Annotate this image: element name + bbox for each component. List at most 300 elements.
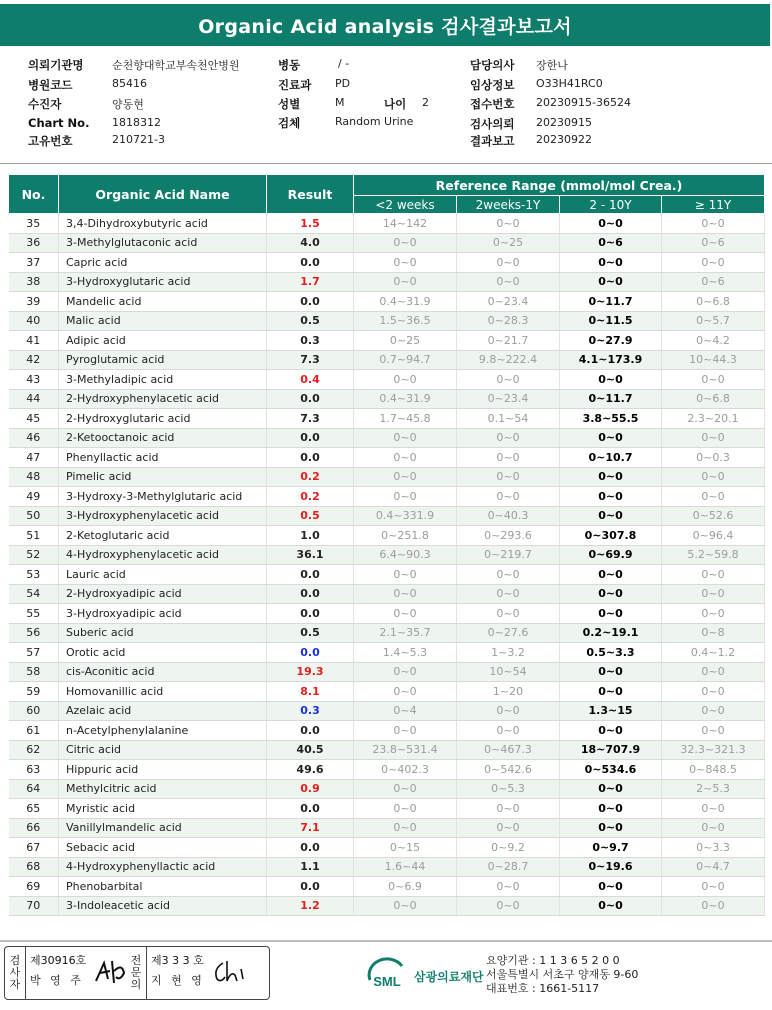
row-range-lt2w: 0~0 <box>354 487 457 507</box>
row-range-2-10y: 0~0 <box>560 272 662 292</box>
row-range-2w-1y: 0~0 <box>457 487 560 507</box>
row-range-lt2w: 0~0 <box>354 682 457 702</box>
table-row <box>9 682 765 702</box>
row-result: 0.3 <box>267 701 354 721</box>
row-range-ge11y: 0~0 <box>662 428 765 448</box>
row-no: 41 <box>9 331 59 351</box>
institution-label: 의뢰기관명 <box>28 58 84 72</box>
row-range-lt2w: 0~0 <box>354 896 457 916</box>
table-row <box>9 818 765 838</box>
row-range-2-10y: 18~707.9 <box>560 740 662 760</box>
row-acid-name: Capric acid <box>59 253 267 273</box>
row-no: 36 <box>9 233 59 253</box>
row-range-2-10y: 0~0 <box>560 721 662 741</box>
row-acid-name: 3-Hydroxyglutaric acid <box>59 272 267 292</box>
org-code: 요양기관 : 1 1 3 6 5 2 0 0 <box>486 954 620 967</box>
table-row <box>9 487 765 507</box>
row-range-2w-1y: 0~0 <box>457 896 560 916</box>
row-acid-name: Vanillylmandelic acid <box>59 818 267 838</box>
sml-logo-text: SML <box>373 974 401 989</box>
row-range-lt2w: 0~25 <box>354 331 457 351</box>
row-acid-name: 2-Hydroxyadipic acid <box>59 584 267 604</box>
receipt-value: 20230915-36524 <box>536 96 631 109</box>
table-row <box>9 370 765 390</box>
table-row <box>9 838 765 858</box>
row-result: 19.3 <box>267 662 354 682</box>
table-row <box>9 292 765 312</box>
row-result: 0.0 <box>267 838 354 858</box>
row-range-lt2w: 0~0 <box>354 467 457 487</box>
row-range-ge11y: 0~4.7 <box>662 857 765 877</box>
receipt-label: 접수번호 <box>470 97 515 111</box>
row-result: 0.0 <box>267 584 354 604</box>
doctor-label: 담당의사 <box>470 58 515 72</box>
row-range-ge11y: 0~0 <box>662 487 765 507</box>
report-date-label: 결과보고 <box>470 134 515 148</box>
row-range-2-10y: 0~0 <box>560 565 662 585</box>
row-range-ge11y: 0~0 <box>662 799 765 819</box>
row-range-ge11y: 0~4.2 <box>662 331 765 351</box>
row-range-ge11y: 0~3.3 <box>662 838 765 858</box>
row-range-ge11y: 0~6.8 <box>662 292 765 312</box>
row-range-ge11y: 0~6 <box>662 233 765 253</box>
org-phone: 대표번호 : 1661-5117 <box>486 982 600 995</box>
tester-tag <box>5 947 26 999</box>
row-range-ge11y: 0~0 <box>662 721 765 741</box>
row-acid-name: Phenyllactic acid <box>59 448 267 468</box>
row-range-2w-1y: 0~9.2 <box>457 838 560 858</box>
row-range-ge11y: 0~0.3 <box>662 448 765 468</box>
row-result: 0.2 <box>267 487 354 507</box>
row-no: 58 <box>9 662 59 682</box>
table-row <box>9 740 765 760</box>
table-row <box>9 526 765 546</box>
ward-value: / - <box>338 57 350 70</box>
sml-logo <box>366 956 408 996</box>
table-row <box>9 350 765 370</box>
row-range-2w-1y: 0~0 <box>457 428 560 448</box>
table-row <box>9 779 765 799</box>
row-range-ge11y: 0~0 <box>662 877 765 897</box>
row-range-2-10y: 0~69.9 <box>560 545 662 565</box>
row-no: 55 <box>9 604 59 624</box>
row-result: 0.0 <box>267 799 354 819</box>
row-result: 0.5 <box>267 623 354 643</box>
row-range-ge11y: 0~0 <box>662 896 765 916</box>
row-range-2-10y: 0.2~19.1 <box>560 623 662 643</box>
col-header-name: Organic Acid Name <box>59 175 267 214</box>
table-row <box>9 409 765 429</box>
row-acid-name: 3-Methylglutaconic acid <box>59 233 267 253</box>
row-range-2w-1y: 0~21.7 <box>457 331 560 351</box>
row-no: 68 <box>9 857 59 877</box>
row-range-lt2w: 0~0 <box>354 721 457 741</box>
row-range-2-10y: 0~6 <box>560 233 662 253</box>
row-range-ge11y: 0~96.4 <box>662 526 765 546</box>
row-no: 66 <box>9 818 59 838</box>
row-no: 43 <box>9 370 59 390</box>
row-result: 0.0 <box>267 877 354 897</box>
row-range-lt2w: 0~0 <box>354 662 457 682</box>
row-acid-name: Hippuric acid <box>59 760 267 780</box>
row-range-lt2w: 0~0 <box>354 428 457 448</box>
row-range-2w-1y: 0~0 <box>457 701 560 721</box>
row-result: 0.5 <box>267 311 354 331</box>
row-range-2-10y: 0~307.8 <box>560 526 662 546</box>
row-result: 7.3 <box>267 409 354 429</box>
row-range-lt2w: 0.4~31.9 <box>354 292 457 312</box>
row-range-lt2w: 0~6.9 <box>354 877 457 897</box>
row-no: 50 <box>9 506 59 526</box>
dept-value: PD <box>335 77 351 90</box>
row-range-2-10y: 0~0 <box>560 506 662 526</box>
row-no: 69 <box>9 877 59 897</box>
row-range-lt2w: 0~0 <box>354 233 457 253</box>
row-result: 8.1 <box>267 682 354 702</box>
row-acid-name: 2-Ketoglutaric acid <box>59 526 267 546</box>
row-acid-name: Pimelic acid <box>59 467 267 487</box>
row-range-ge11y: 0~0 <box>662 584 765 604</box>
row-acid-name: 3-Methyladipic acid <box>59 370 267 390</box>
row-acid-name: 2-Hydroxyglutaric acid <box>59 409 267 429</box>
row-no: 59 <box>9 682 59 702</box>
specimen-value: Random Urine <box>335 115 414 128</box>
row-acid-name: Azelaic acid <box>59 701 267 721</box>
org-address <box>486 954 638 996</box>
row-range-lt2w: 0~251.8 <box>354 526 457 546</box>
row-range-2w-1y: 0~28.7 <box>457 857 560 877</box>
org-street: 서울특별시 서초구 양재동 9-60 <box>486 968 639 981</box>
row-range-ge11y: 0~0 <box>662 370 765 390</box>
row-result: 1.2 <box>267 896 354 916</box>
dept-label: 진료과 <box>278 78 312 92</box>
row-range-2w-1y: 0~5.3 <box>457 779 560 799</box>
table-row <box>9 545 765 565</box>
table-row <box>9 214 765 234</box>
ward-label: 병동 <box>278 58 301 72</box>
sex-value: M <box>335 96 345 109</box>
table-row <box>9 662 765 682</box>
table-row <box>9 857 765 877</box>
table-row <box>9 565 765 585</box>
row-range-2-10y: 0~0 <box>560 487 662 507</box>
row-range-2-10y: 0~0 <box>560 428 662 448</box>
row-range-2w-1y: 1~3.2 <box>457 643 560 663</box>
row-result: 0.0 <box>267 428 354 448</box>
row-no: 61 <box>9 721 59 741</box>
row-acid-name: 4-Hydroxyphenyllactic acid <box>59 857 267 877</box>
specialist-block <box>147 947 247 999</box>
row-result: 36.1 <box>267 545 354 565</box>
row-acid-name: Methylcitric acid <box>59 779 267 799</box>
row-range-2w-1y: 10~54 <box>457 662 560 682</box>
row-no: 54 <box>9 584 59 604</box>
tester-signature <box>94 957 128 987</box>
row-range-lt2w: 0.4~31.9 <box>354 389 457 409</box>
row-acid-name: Suberic acid <box>59 623 267 643</box>
row-acid-name: cis-Aconitic acid <box>59 662 267 682</box>
row-range-2-10y: 0~0 <box>560 584 662 604</box>
clinical-value: O33H41RC0 <box>536 77 603 90</box>
row-range-2-10y: 0~9.7 <box>560 838 662 858</box>
row-range-2w-1y: 1~20 <box>457 682 560 702</box>
row-range-ge11y: 0~52.6 <box>662 506 765 526</box>
table-row <box>9 584 765 604</box>
row-no: 57 <box>9 643 59 663</box>
row-range-2-10y: 0.5~3.3 <box>560 643 662 663</box>
row-range-2-10y: 0~0 <box>560 604 662 624</box>
row-range-ge11y: 0~0 <box>662 604 765 624</box>
row-range-ge11y: 0~0 <box>662 467 765 487</box>
unique-label: 고유번호 <box>28 134 73 148</box>
tester-name: 박 영 주 <box>30 974 84 987</box>
row-result: 0.2 <box>267 467 354 487</box>
row-range-ge11y: 0~0 <box>662 701 765 721</box>
row-range-ge11y: 0~0 <box>662 565 765 585</box>
row-range-2w-1y: 0~0 <box>457 799 560 819</box>
row-acid-name: Malic acid <box>59 311 267 331</box>
institution-value: 순천향대학교부속천안병원 <box>112 59 240 72</box>
row-range-2-10y: 0~11.7 <box>560 389 662 409</box>
row-range-2-10y: 0~11.5 <box>560 311 662 331</box>
row-result: 40.5 <box>267 740 354 760</box>
row-result: 7.3 <box>267 350 354 370</box>
row-range-2w-1y: 0~0 <box>457 448 560 468</box>
signature-box <box>4 946 270 1000</box>
specimen-label: 검체 <box>278 116 301 130</box>
row-acid-name: Lauric acid <box>59 565 267 585</box>
table-row <box>9 448 765 468</box>
row-range-2-10y: 0~0 <box>560 682 662 702</box>
request-value: 20230915 <box>536 116 592 129</box>
row-range-2w-1y: 0~542.6 <box>457 760 560 780</box>
row-range-lt2w: 0~0 <box>354 604 457 624</box>
row-range-lt2w: 0~15 <box>354 838 457 858</box>
patient-value: 양동현 <box>112 98 144 111</box>
row-result: 0.0 <box>267 721 354 741</box>
table-row <box>9 760 765 780</box>
row-range-lt2w: 0.4~331.9 <box>354 506 457 526</box>
row-range-2-10y: 0~0 <box>560 370 662 390</box>
table-row <box>9 896 765 916</box>
row-no: 40 <box>9 311 59 331</box>
row-acid-name: 2-Ketooctanoic acid <box>59 428 267 448</box>
row-range-ge11y: 0~0 <box>662 253 765 273</box>
row-range-2w-1y: 0~23.4 <box>457 389 560 409</box>
row-range-2w-1y: 0~40.3 <box>457 506 560 526</box>
clinical-label: 임상정보 <box>470 78 515 92</box>
age-label: 나이 <box>384 97 407 111</box>
row-result: 0.0 <box>267 448 354 468</box>
age-value: 2 <box>422 96 429 109</box>
row-range-ge11y: 0~0 <box>662 682 765 702</box>
row-no: 51 <box>9 526 59 546</box>
row-no: 35 <box>9 214 59 234</box>
row-acid-name: Pyroglutamic acid <box>59 350 267 370</box>
row-range-lt2w: 0~0 <box>354 818 457 838</box>
specialist-tag <box>126 947 147 999</box>
patient-info <box>0 54 772 158</box>
row-no: 65 <box>9 799 59 819</box>
info-divider <box>0 163 772 164</box>
col-header-range-lt2w: <2 weeks <box>354 196 457 214</box>
row-range-2w-1y: 0~0 <box>457 370 560 390</box>
row-range-2w-1y: 9.8~222.4 <box>457 350 560 370</box>
tester-license: 제30916호 <box>30 954 87 967</box>
row-range-ge11y: 0~0 <box>662 818 765 838</box>
row-result: 49.6 <box>267 760 354 780</box>
row-range-lt2w: 1.5~36.5 <box>354 311 457 331</box>
table-row <box>9 331 765 351</box>
hospital-code-label: 병원코드 <box>28 78 73 92</box>
results-table <box>8 174 765 916</box>
row-acid-name: 3,4-Dihydroxybutyric acid <box>59 214 267 234</box>
chart-label: Chart No. <box>28 116 90 130</box>
row-acid-name: 3-Hydroxyadipic acid <box>59 604 267 624</box>
row-acid-name: Citric acid <box>59 740 267 760</box>
row-result: 0.0 <box>267 389 354 409</box>
row-range-2-10y: 0~0 <box>560 467 662 487</box>
col-header-range-2w-1y: 2weeks-1Y <box>457 196 560 214</box>
row-range-2-10y: 0~27.9 <box>560 331 662 351</box>
specialist-name: 지 현 영 <box>151 974 205 987</box>
table-row <box>9 701 765 721</box>
row-range-lt2w: 1.4~5.3 <box>354 643 457 663</box>
row-range-2w-1y: 0~0 <box>457 584 560 604</box>
row-no: 64 <box>9 779 59 799</box>
table-row <box>9 877 765 897</box>
row-result: 0.0 <box>267 565 354 585</box>
row-acid-name: 3-Hydroxyphenylacetic acid <box>59 506 267 526</box>
row-range-ge11y: 32.3~321.3 <box>662 740 765 760</box>
row-range-2-10y: 0~0 <box>560 779 662 799</box>
row-no: 46 <box>9 428 59 448</box>
table-row <box>9 799 765 819</box>
row-range-ge11y: 2~5.3 <box>662 779 765 799</box>
row-range-2-10y: 0~0 <box>560 799 662 819</box>
row-range-lt2w: 0~0 <box>354 799 457 819</box>
row-range-2w-1y: 0~23.4 <box>457 292 560 312</box>
row-acid-name: n-Acetylphenylalanine <box>59 721 267 741</box>
specialist-tag-text: 전 문 의 <box>130 954 142 991</box>
row-no: 52 <box>9 545 59 565</box>
row-range-lt2w: 2.1~35.7 <box>354 623 457 643</box>
row-no: 39 <box>9 292 59 312</box>
row-range-2-10y: 0~19.6 <box>560 857 662 877</box>
row-no: 70 <box>9 896 59 916</box>
table-row <box>9 643 765 663</box>
row-range-2-10y: 0~0 <box>560 662 662 682</box>
row-acid-name: Orotic acid <box>59 643 267 663</box>
row-acid-name: Adipic acid <box>59 331 267 351</box>
row-range-2-10y: 3.8~55.5 <box>560 409 662 429</box>
doctor-value: 장한나 <box>536 59 568 72</box>
table-row <box>9 311 765 331</box>
row-range-ge11y: 0~6 <box>662 272 765 292</box>
row-result: 7.1 <box>267 818 354 838</box>
row-acid-name: Mandelic acid <box>59 292 267 312</box>
row-range-lt2w: 0~0 <box>354 584 457 604</box>
row-result: 0.0 <box>267 292 354 312</box>
row-range-2w-1y: 0~25 <box>457 233 560 253</box>
row-range-lt2w: 0~0 <box>354 272 457 292</box>
row-range-2-10y: 1.3~15 <box>560 701 662 721</box>
hospital-code-value: 85416 <box>112 77 147 90</box>
table-row <box>9 428 765 448</box>
row-range-ge11y: 5.2~59.8 <box>662 545 765 565</box>
row-range-2w-1y: 0~0 <box>457 272 560 292</box>
row-range-2w-1y: 0~0 <box>457 214 560 234</box>
table-row <box>9 721 765 741</box>
row-range-lt2w: 1.6~44 <box>354 857 457 877</box>
row-range-lt2w: 23.8~531.4 <box>354 740 457 760</box>
row-no: 42 <box>9 350 59 370</box>
row-range-lt2w: 0~0 <box>354 370 457 390</box>
row-range-2w-1y: 0~0 <box>457 467 560 487</box>
row-range-2-10y: 0~0 <box>560 253 662 273</box>
row-result: 1.0 <box>267 526 354 546</box>
specialist-license: 제3 3 3 호 <box>151 954 204 967</box>
row-result: 1.5 <box>267 214 354 234</box>
table-row <box>9 233 765 253</box>
row-range-2-10y: 0~0 <box>560 877 662 897</box>
row-range-ge11y: 0~6.8 <box>662 389 765 409</box>
report-date-value: 20230922 <box>536 133 592 146</box>
row-acid-name: Myristic acid <box>59 799 267 819</box>
col-header-range-ge11y: ≥ 11Y <box>662 196 765 214</box>
row-no: 47 <box>9 448 59 468</box>
row-result: 1.7 <box>267 272 354 292</box>
row-no: 56 <box>9 623 59 643</box>
row-range-2w-1y: 0~219.7 <box>457 545 560 565</box>
row-range-lt2w: 0.7~94.7 <box>354 350 457 370</box>
row-range-lt2w: 0~4 <box>354 701 457 721</box>
row-result: 1.1 <box>267 857 354 877</box>
row-range-ge11y: 10~44.3 <box>662 350 765 370</box>
row-no: 48 <box>9 467 59 487</box>
row-no: 38 <box>9 272 59 292</box>
row-range-lt2w: 0~0 <box>354 565 457 585</box>
sex-label: 성별 <box>278 97 301 111</box>
patient-label: 수진자 <box>28 97 62 111</box>
row-range-lt2w: 0~0 <box>354 253 457 273</box>
row-no: 44 <box>9 389 59 409</box>
row-acid-name: Phenobarbital <box>59 877 267 897</box>
org-name: 삼광의료재단 <box>414 969 484 984</box>
row-range-2w-1y: 0~27.6 <box>457 623 560 643</box>
row-range-lt2w: 0~0 <box>354 448 457 468</box>
col-header-reference: Reference Range (mmol/mol Crea.) <box>354 175 765 196</box>
report-footer <box>0 938 772 1010</box>
row-range-2w-1y: 0~0 <box>457 818 560 838</box>
row-range-2-10y: 0~10.7 <box>560 448 662 468</box>
row-result: 0.3 <box>267 331 354 351</box>
row-acid-name: 3-Indoleacetic acid <box>59 896 267 916</box>
row-result: 0.5 <box>267 506 354 526</box>
row-range-ge11y: 0~0 <box>662 662 765 682</box>
row-acid-name: Sebacic acid <box>59 838 267 858</box>
organization <box>366 956 484 996</box>
table-row <box>9 623 765 643</box>
tester-block <box>26 947 126 999</box>
row-range-2-10y: 0~0 <box>560 214 662 234</box>
table-row <box>9 272 765 292</box>
row-range-2w-1y: 0~293.6 <box>457 526 560 546</box>
row-no: 53 <box>9 565 59 585</box>
table-row <box>9 253 765 273</box>
row-range-2-10y: 0~534.6 <box>560 760 662 780</box>
row-range-ge11y: 0.4~1.2 <box>662 643 765 663</box>
